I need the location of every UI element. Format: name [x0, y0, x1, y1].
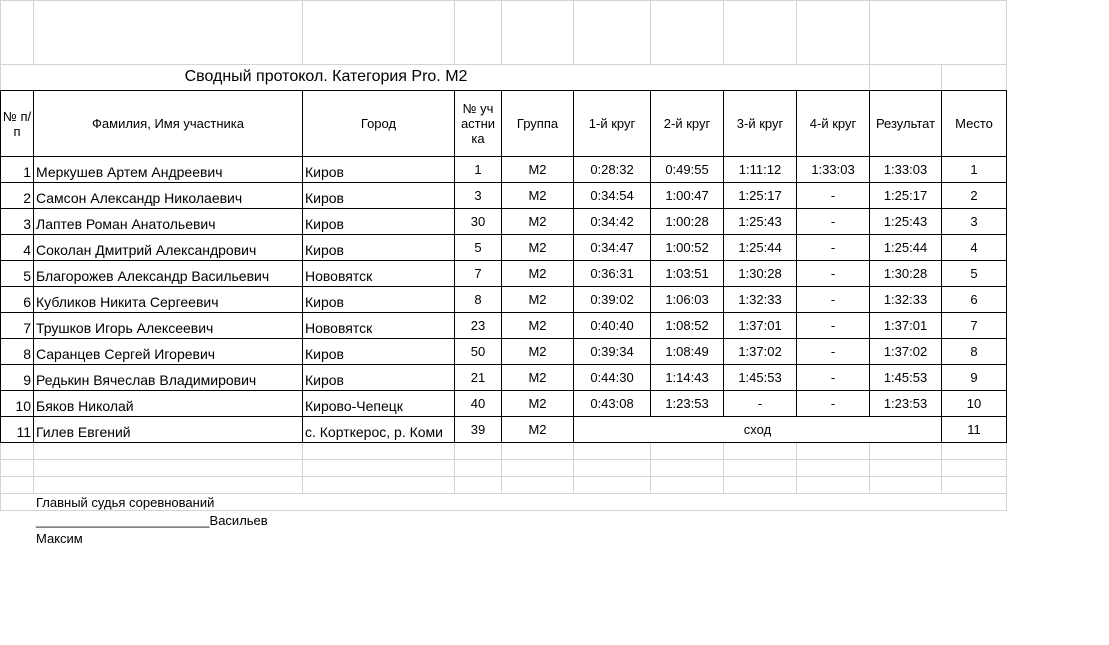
cell-city: Киров [305, 346, 344, 362]
cell-city: Киров [305, 216, 344, 232]
cell-place: 7 [970, 318, 978, 333]
cell-bib: 40 [470, 396, 486, 411]
cell-lap3: 1:45:53 [738, 370, 782, 385]
cell-result: 1:30:28 [883, 266, 928, 281]
cell-name: Гилев Евгений [36, 424, 131, 440]
cell-lap3: 1:37:02 [738, 344, 782, 359]
cell-num: 2 [23, 190, 31, 206]
cell-place: 2 [970, 188, 978, 203]
col-header-lap1: 1-й круг [588, 116, 636, 131]
cell-lap1: 0:34:54 [590, 188, 634, 203]
table-row [0, 391, 1007, 416]
cell-result: 1:23:53 [883, 396, 928, 411]
cell-lap1: 0:34:47 [590, 240, 634, 255]
cell-bib: 39 [470, 422, 486, 437]
cell-lap4: - [830, 344, 836, 359]
cell-name: Бяков Николай [36, 398, 134, 414]
col-header-lap3: 3-й круг [736, 116, 784, 131]
cell-city: Киров [305, 190, 344, 206]
cell-result: 1:37:02 [883, 344, 928, 359]
judge-name: Васильев Максим [36, 513, 268, 546]
table-header [0, 91, 1007, 156]
cell-city: Киров [305, 242, 344, 258]
cell-lap2: 1:08:52 [665, 318, 709, 333]
cell-result: 1:45:53 [883, 370, 928, 385]
cell-bib: 30 [470, 214, 486, 229]
cell-group: М2 [528, 344, 547, 359]
cell-lap2: 1:23:53 [665, 396, 709, 411]
cell-lap2: 1:00:47 [665, 188, 709, 203]
cell-lap1: 0:39:34 [590, 344, 634, 359]
cell-lap4: - [830, 240, 836, 255]
table-row [0, 183, 1007, 208]
cell-result: 1:25:17 [883, 188, 928, 203]
cell-result: 1:33:03 [883, 162, 928, 177]
cell-group: М2 [528, 370, 547, 385]
cell-lap2: 0:49:55 [665, 162, 709, 177]
cell-num: 1 [23, 164, 31, 180]
cell-place: 5 [970, 266, 978, 281]
cell-group: М2 [528, 214, 547, 229]
cell-num: 8 [23, 346, 31, 362]
cell-name: Самсон Александр Николаевич [36, 190, 243, 206]
judge-underline: ________________________ [36, 513, 210, 528]
cell-bib: 21 [470, 370, 486, 385]
cell-lap2: 1:08:49 [665, 344, 709, 359]
cell-num: 10 [15, 398, 31, 414]
cell-num: 4 [23, 242, 31, 258]
cell-bib: 3 [474, 188, 482, 203]
judge-signature-line [36, 494, 268, 548]
cell-lap2: 1:14:43 [665, 370, 709, 385]
cell-name: Меркушев Артем Андреевич [36, 164, 223, 180]
cell-num: 11 [16, 424, 31, 440]
table-row [0, 313, 1007, 338]
cell-lap2: 1:03:51 [665, 266, 709, 281]
table-row [0, 235, 1007, 260]
cell-place: 6 [970, 292, 978, 307]
cell-bib: 23 [470, 318, 486, 333]
cell-city: Киров [305, 164, 344, 180]
cell-num: 7 [23, 320, 31, 336]
cell-lap3: 1:32:33 [738, 292, 782, 307]
cell-lap3: 1:30:28 [738, 266, 782, 281]
cell-city: с. Корткерос, р. Коми [305, 424, 443, 440]
cell-name: Лаптев Роман Анатольевич [36, 216, 216, 232]
cell-group: М2 [528, 292, 547, 307]
cell-result: 1:37:01 [883, 318, 928, 333]
col-header-city: Город [360, 116, 397, 131]
cell-bib: 50 [470, 344, 486, 359]
cell-result: 1:32:33 [883, 292, 928, 307]
cell-place: 8 [970, 344, 978, 359]
cell-lap4: - [830, 370, 836, 385]
cell-lap3: 1:37:01 [738, 318, 782, 333]
table-row [0, 209, 1007, 234]
cell-bib: 7 [474, 266, 482, 281]
cell-group: М2 [528, 422, 547, 437]
table-row [0, 339, 1007, 364]
cell-lap3: 1:25:43 [738, 214, 782, 229]
cell-lap2: 1:00:52 [665, 240, 709, 255]
cell-lap4: - [830, 292, 836, 307]
dnf-status: сход [743, 422, 772, 437]
cell-city: Киров [305, 372, 344, 388]
protocol-title: Сводный протокол. Категория Pro. М2 [184, 68, 468, 85]
cell-lap3: 1:25:17 [738, 188, 782, 203]
cell-place: 10 [966, 396, 982, 411]
cell-place: 11 [967, 422, 981, 437]
cell-place: 1 [970, 162, 978, 177]
table-row [0, 287, 1007, 312]
cell-group: М2 [528, 318, 547, 333]
cell-city: Нововятск [305, 320, 373, 336]
col-header-name: Фамилия, Имя участника [92, 116, 244, 131]
cell-num: 6 [23, 294, 31, 310]
col-header-place: Место [955, 116, 993, 131]
cell-name: Редькин Вячеслав Владимирович [36, 372, 257, 388]
cell-bib: 1 [474, 162, 482, 177]
cell-name: Трушков Игорь Алексеевич [36, 320, 214, 336]
cell-name: Кубликов Никита Сергеевич [36, 294, 219, 310]
cell-group: М2 [528, 266, 547, 281]
col-header-lap2: 2-й круг [663, 116, 711, 131]
cell-lap1: 0:34:42 [590, 214, 634, 229]
cell-lap2: 1:00:28 [665, 214, 709, 229]
judge-label: Главный судья соревнований [36, 495, 215, 510]
cell-lap1: 0:43:08 [590, 396, 634, 411]
cell-lap4: - [830, 318, 836, 333]
cell-lap3: 1:25:44 [738, 240, 782, 255]
cell-bib: 5 [474, 240, 482, 255]
col-header-group: Группа [516, 116, 559, 131]
cell-group: М2 [528, 162, 547, 177]
cell-name: Благорожев Александр Васильевич [36, 268, 270, 284]
table-row [0, 157, 1007, 182]
col-header-result: Результат [875, 116, 936, 131]
cell-lap1: 0:40:40 [590, 318, 634, 333]
cell-place: 3 [970, 214, 978, 229]
cell-result: 1:25:44 [883, 240, 928, 255]
cell-lap2: 1:06:03 [665, 292, 709, 307]
cell-group: М2 [528, 240, 547, 255]
cell-lap4: - [830, 188, 836, 203]
table-row [0, 365, 1007, 390]
cell-place: 9 [970, 370, 978, 385]
cell-city: Киров [305, 294, 344, 310]
cell-name: Соколан Дмитрий Александрович [36, 242, 257, 258]
cell-city: Кирово-Чепецк [305, 398, 403, 414]
cell-group: М2 [528, 396, 547, 411]
col-header-bib: № участника [460, 101, 496, 146]
cell-lap4: - [830, 266, 836, 281]
cell-lap3: - [757, 396, 763, 411]
cell-lap4: - [830, 396, 836, 411]
cell-lap1: 0:44:30 [590, 370, 634, 385]
cell-place: 4 [970, 240, 978, 255]
cell-lap4: 1:33:03 [811, 162, 855, 177]
cell-group: М2 [528, 188, 547, 203]
col-header-lap4: 4-й круг [809, 116, 857, 131]
cell-num: 3 [23, 216, 31, 232]
table-row [0, 261, 1007, 286]
cell-num: 5 [23, 268, 31, 284]
cell-lap1: 0:36:31 [590, 266, 634, 281]
cell-num: 9 [23, 372, 31, 388]
cell-result: 1:25:43 [883, 214, 928, 229]
cell-lap3: 1:11:12 [738, 162, 782, 177]
cell-lap1: 0:28:32 [590, 162, 634, 177]
cell-name: Саранцев Сергей Игоревич [36, 346, 216, 362]
col-header-num: № п/п [2, 108, 32, 139]
cell-lap4: - [830, 214, 836, 229]
cell-lap1: 0:39:02 [590, 292, 634, 307]
cell-bib: 8 [474, 292, 482, 307]
cell-city: Нововятск [305, 268, 373, 284]
